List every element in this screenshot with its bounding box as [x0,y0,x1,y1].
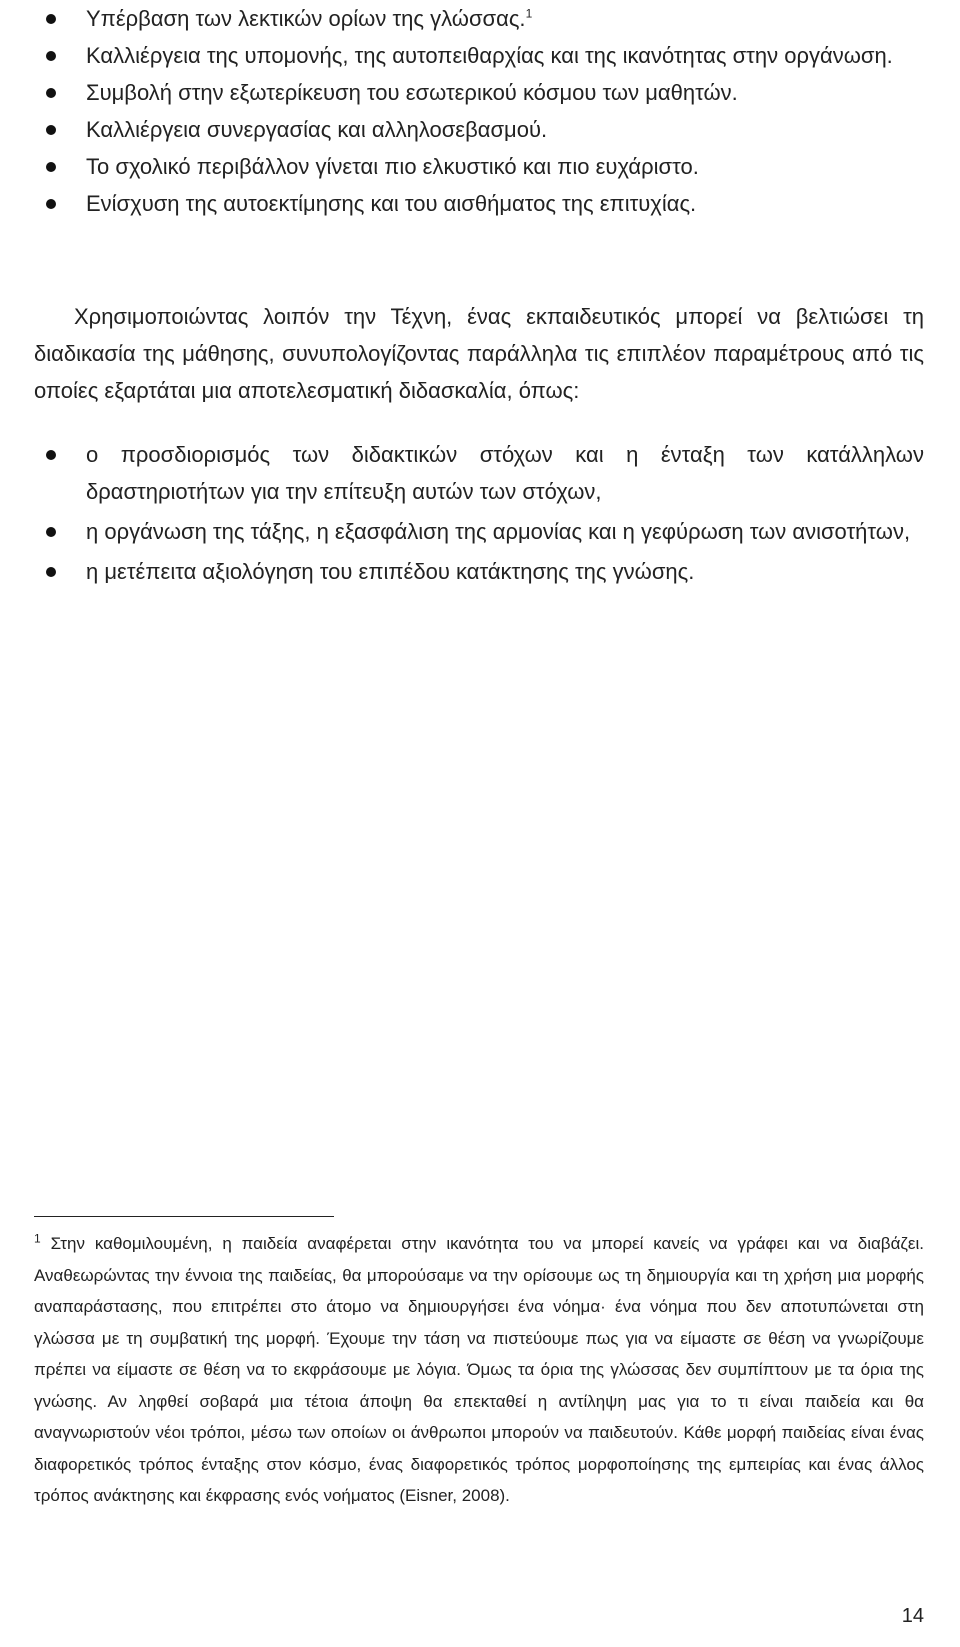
page-number: 14 [901,1605,924,1627]
list-item [34,74,924,111]
list-item-text: ο προσδιορισμός των διδακτικών στόχων και η ένταξη των κατάλληλων δραστηριοτήτων για την επίτευξη αυτών των στόχων, [86,442,924,504]
list-item-text: Καλλιέργεια συνεργασίας και αλληλοσεβασμού. [86,117,548,142]
bullet-icon [46,14,56,24]
footnote [34,1228,924,1512]
bullet-icon [46,199,56,209]
list-item-text: Συμβολή στην εξωτερίκευση του εσωτερικού κόσμου των μαθητών. [86,80,738,105]
list-item [34,553,924,590]
footnote-separator [34,1216,334,1217]
list-item-text: Το σχολικό περιβάλλον γίνεται πιο ελκυστικό και πιο ευχάριστο. [86,154,699,179]
bullet-icon [46,51,56,61]
list-item [34,111,924,148]
teaching-parameters-list [34,436,924,593]
footnote-marker: 1 [34,1231,41,1246]
bullet-icon [46,162,56,172]
bullet-icon [46,450,56,460]
list-item-text: η οργάνωση της τάξης, η εξασφάλιση της αρμονίας και η γεφύρωση των ανισοτήτων, [86,519,911,544]
bullet-icon [46,527,56,537]
footnote-text: Στην καθομιλουμένη, η παιδεία αναφέρεται στην ικανότητα του να μπορεί κανείς να γράφει και να διαβάζει. Αναθεωρώντας την έννοια της παιδείας, θα μπορούσαμε να την ορίσουμε ως τη δημιουργία και τη χρήση μια μορφής αναπαράστασης, που επιτρέπει στο άτομο να δημιουργήσει ένα νόημα· ένα νόημα που δεν αποτυπώνεται στη γλώσσα με τη συμβατική της μορφή. Έχουμε την τάση να πιστεύουμε πως για να είμαστε σε θέση να γνωρίζουμε πρέπει να είμαστε σε θέση να το εκφράσουμε με λόγια. Όμως τα όρια της γλώσσας δεν συμπίπτουν με τα όρια της γνώσης. Αν ληφθεί σοβαρά μια τέτοια άποψη θα επεκταθεί η αντίληψη μας για το τι είναι παιδεία και θα αναγνωριστούν νέοι τρόποι, μέσω των οποίων οι άνθρωποι μπορούν να παιδευτούν. Κάθε μορφή παιδείας είναι ένας διαφορετικός τρόπος ένταξης στον κόσμο, ένας διαφορετικός τρόπος μορφοποίησης της εμπειρίας και ένας άλλος τρόπος ανάκτησης και έκφρασης ενός νοήματος (Eisner, 2008). [34,1234,924,1505]
list-item-text: Καλλιέργεια της υπομονής, της αυτοπειθαρχίας και της ικανότητας στην οργάνωση. [86,43,893,68]
list-item [34,37,924,74]
bullet-icon [46,567,56,577]
footnote-reference[interactable]: 1 [525,6,533,21]
bullet-icon [46,88,56,98]
list-item [34,513,924,550]
benefits-list [34,0,924,222]
list-item [34,436,924,510]
list-item [34,185,924,222]
list-item [34,0,924,37]
bullet-icon [46,125,56,135]
list-item-text: η μετέπειτα αξιολόγηση του επιπέδου κατάκτησης της γνώσης. [86,559,695,584]
list-item-text: Υπέρβαση των λεκτικών ορίων της γλώσσας. [86,6,526,31]
list-item [34,148,924,185]
list-item-text: Ενίσχυση της αυτοεκτίμησης και του αισθήματος της επιτυχίας. [86,191,697,216]
body-paragraph: Χρησιμοποιώντας λοιπόν την Τέχνη, ένας εκπαιδευτικός μπορεί να βελτιώσει τη διαδικασία της μάθησης, συνυπολογίζοντας παράλληλα τις επιπλέον παραμέτρους από τις οποίες εξαρτάται μια αποτελεσματική διδασκαλία, όπως: [34,304,924,403]
